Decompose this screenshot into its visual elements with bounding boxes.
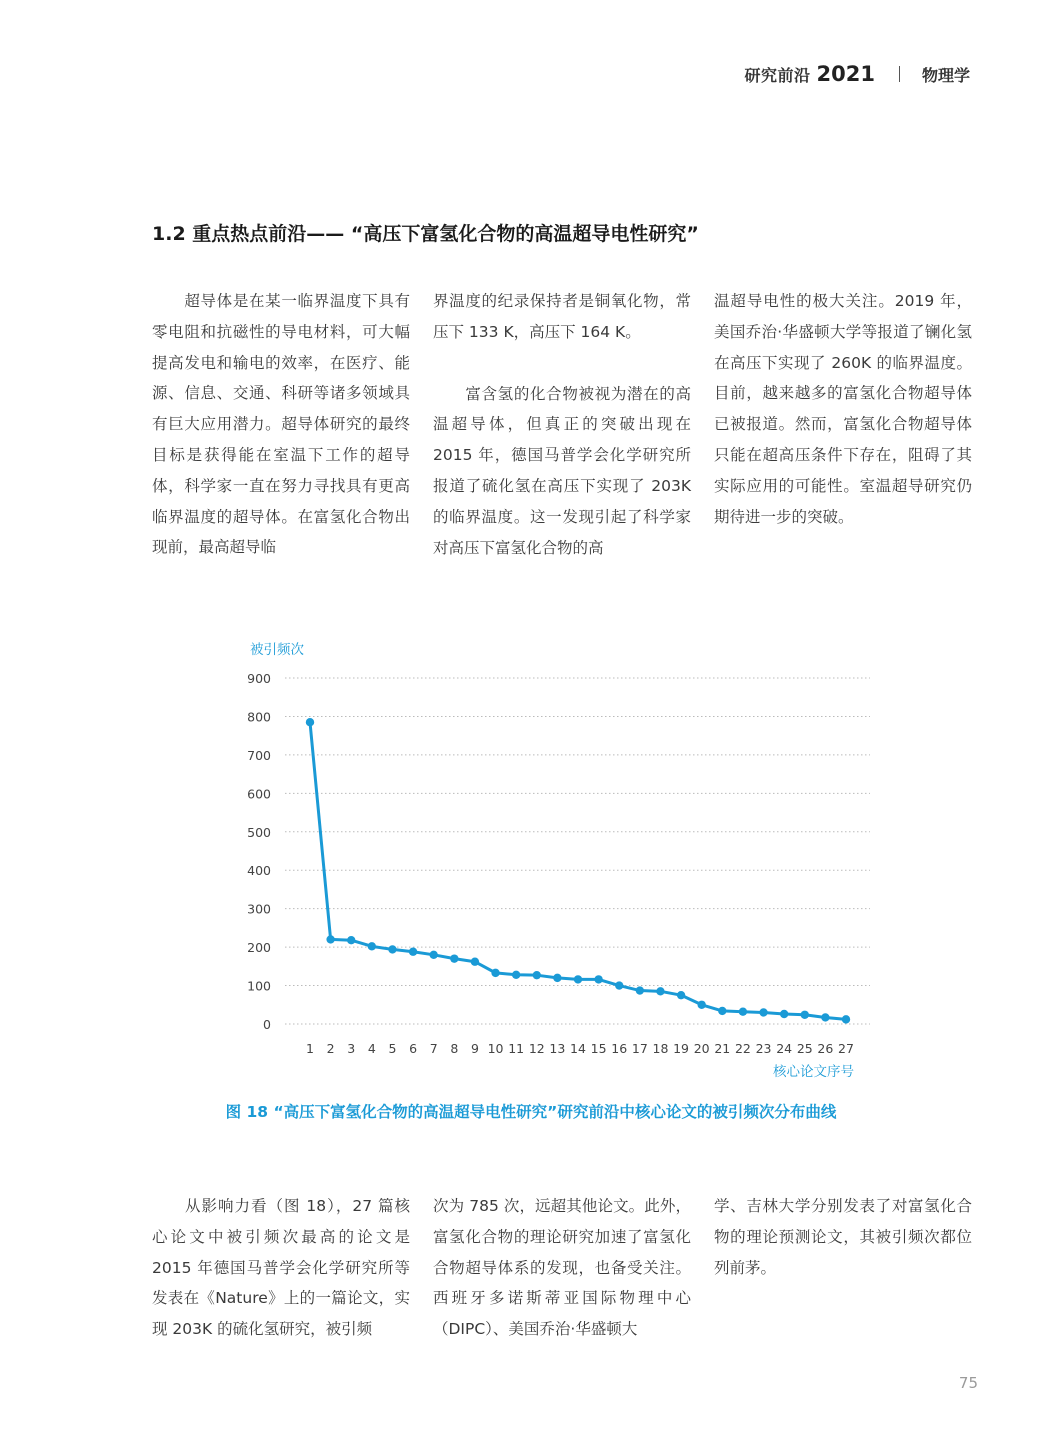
data-point [471, 958, 479, 966]
series-line [310, 722, 846, 1019]
y-tick-label: 300 [247, 901, 271, 917]
data-point [697, 1001, 705, 1009]
data-point [306, 718, 314, 726]
x-tick-label: 27 [838, 1041, 854, 1056]
data-point [821, 1013, 829, 1021]
section-title: 1.2 重点热点前沿—— “高压下富氢化合物的高温超导电性研究” [152, 223, 699, 245]
running-header [745, 62, 970, 86]
x-tick-label: 13 [549, 1041, 566, 1056]
x-tick-label: 6 [409, 1041, 418, 1056]
y-tick-label: 900 [247, 671, 271, 686]
header-section: 物理学 [921, 65, 970, 85]
data-point [512, 971, 520, 979]
data-point [450, 954, 458, 962]
x-tick-label: 1 [306, 1041, 314, 1056]
header-title: 研究前沿 [744, 65, 811, 85]
x-tick-label: 16 [611, 1041, 628, 1056]
header-year: 2021 [816, 62, 875, 86]
x-tick-label: 10 [487, 1041, 504, 1056]
x-tick-label: 15 [590, 1041, 607, 1056]
x-tick-label: 14 [570, 1041, 586, 1056]
y-tick-label: 200 [247, 940, 271, 956]
data-point [801, 1011, 809, 1019]
intro-column-1 [152, 286, 410, 563]
citation-line-chart [230, 630, 870, 1090]
data-point [368, 942, 376, 950]
y-tick-label: 500 [247, 824, 271, 840]
data-point [718, 1007, 726, 1015]
outro-paragraph: 次为 785 次，远超其他论文。此外，富氢化合物的理论研究加速了富氢化合物超导体系的发现，也备受关注。西班牙多诺斯蒂亚国际物理中心（DIPC）、美国乔治·华盛顿大 [433, 1197, 691, 1339]
outro-column-1 [152, 1191, 410, 1345]
x-tick-label: 12 [528, 1041, 545, 1056]
x-tick-label: 23 [755, 1041, 772, 1056]
y-tick-label: 0 [263, 1017, 271, 1032]
data-point [594, 975, 602, 983]
x-tick-label: 11 [508, 1041, 525, 1056]
data-point [739, 1007, 747, 1015]
intro-paragraph: 超导体是在某一临界温度下具有零电阻和抗磁性的导电材料，可大幅提高发电和输电的效率，在医疗、能源、信息、交通、科研等诸多领域具有巨大应用潜力。超导体研究的最终目标是获得能在室温下工作的超导体，科学家一直在努力寻找具有更高临界温度的超导体。在富氢化合物出现前，最高超导临 [152, 292, 410, 557]
data-point [656, 987, 664, 995]
outro-column-2 [433, 1191, 691, 1345]
x-axis-title: 核心论文序号 [773, 1064, 854, 1080]
data-point [759, 1008, 767, 1016]
x-tick-label: 8 [450, 1041, 459, 1056]
x-tick-label: 3 [347, 1041, 356, 1056]
page-number: 75 [958, 1374, 978, 1392]
x-tick-label: 24 [776, 1041, 793, 1056]
outro-paragraph: 学、吉林大学分别发表了对富氢化合物的理论预测论文，其被引频次都位列前茅。 [714, 1197, 972, 1277]
x-tick-label: 4 [367, 1041, 376, 1056]
data-point [780, 1010, 788, 1018]
data-point [429, 951, 437, 959]
data-point [636, 986, 644, 994]
y-axis-title: 被引频次 [250, 642, 304, 658]
y-tick-label: 100 [247, 978, 271, 994]
y-tick-label: 600 [247, 786, 271, 802]
intro-column-3 [714, 286, 972, 532]
outro-paragraph: 从影响力看（图 18），27 篇核心论文中被引频次最高的论文是 2015 年德国马普学会化学研究所等发表在《Nature》上的一篇论文，实现 203K 的硫化氢研究，被引频 [152, 1197, 410, 1339]
x-tick-label: 25 [796, 1041, 813, 1056]
x-tick-label: 21 [714, 1041, 731, 1056]
data-point [677, 991, 685, 999]
data-point [491, 969, 499, 977]
intro-paragraph: 界温度的纪录保持者是铜氧化物，常压下 133 K，高压下 164 K。 [433, 292, 691, 341]
intro-paragraph: 富含氢的化合物被视为潜在的高温超导体，但真正的突破出现在 2015 年，德国马普学会化学研究所报道了硫化氢在高压下实现了 203K 的临界温度。这一发现引起了科学家对高压下富氢化合物的高 [433, 384, 691, 557]
x-tick-label: 18 [652, 1041, 669, 1056]
data-point [553, 974, 561, 982]
x-tick-label: 7 [429, 1041, 438, 1056]
x-tick-label: 26 [817, 1041, 834, 1056]
x-tick-label: 2 [326, 1041, 335, 1056]
x-tick-label: 5 [388, 1041, 397, 1056]
data-point [533, 971, 541, 979]
y-tick-label: 700 [247, 747, 271, 763]
figure-caption: 图 18 “高压下富氢化合物的高温超导电性研究”研究前沿中核心论文的被引频次分布曲线 [225, 1103, 837, 1121]
y-tick-label: 400 [247, 863, 271, 879]
intro-column-2 [433, 286, 691, 563]
x-tick-label: 20 [693, 1041, 710, 1056]
data-point [615, 981, 623, 989]
intro-paragraph: 温超导电性的极大关注。2019 年，美国乔治·华盛顿大学等报道了镧化氢在高压下实现了 260K 的临界温度。目前，越来越多的富氢化合物超导体已被报道。然而，富氢化合物超导体只能在超高压条件下存在，阻碍了其实际应用的可能性。室温超导研究仍期待进一步的突破。 [714, 292, 972, 526]
outro-column-3 [714, 1191, 972, 1283]
data-point [409, 948, 417, 956]
x-tick-label: 19 [673, 1041, 690, 1056]
data-point [574, 975, 582, 983]
data-point [347, 936, 355, 944]
data-point [326, 935, 334, 943]
y-tick-label: 800 [247, 709, 271, 725]
x-tick-label: 17 [631, 1041, 648, 1056]
data-point [388, 945, 396, 953]
data-point [842, 1015, 850, 1023]
x-tick-label: 9 [470, 1041, 479, 1056]
header-divider [899, 66, 900, 82]
x-tick-label: 22 [734, 1041, 751, 1056]
